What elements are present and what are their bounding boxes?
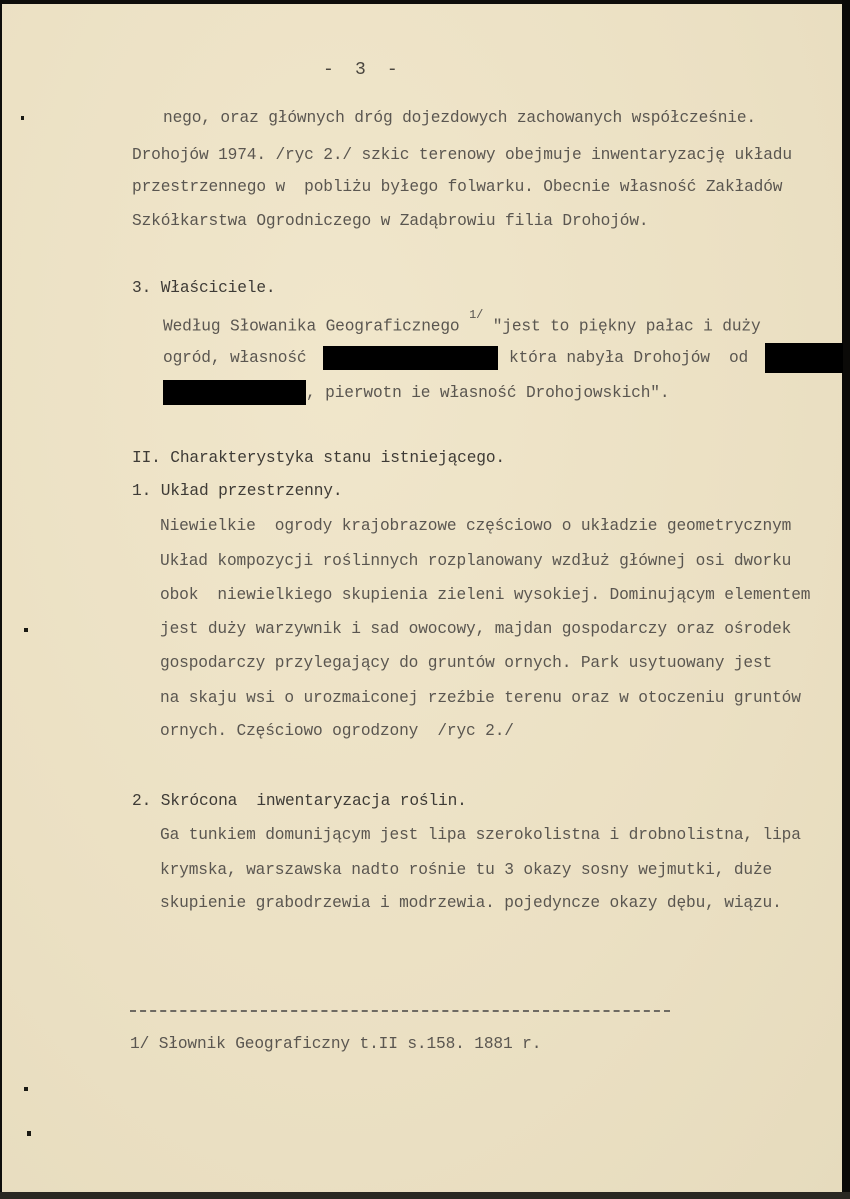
body-line: obok niewielkiego skupienia zieleni wysokiej. Dominującym elementem (160, 586, 811, 604)
body-line: Szkółkarstwa Ogrodniczego w Zadąbrowiu filia Drohojów. (132, 212, 649, 230)
body-line: jest duży warzywnik i sad owocowy, majdan gospodarczy oraz ośrodek (160, 620, 792, 638)
quote-text: "jest to piękny pałac i duży (483, 317, 761, 336)
redaction-box (765, 343, 843, 373)
redaction-box (323, 346, 498, 370)
body-line: Ga tunkiem domunijącym jest lipa szerokolistna i drobnolistna, lipa (160, 826, 801, 844)
body-line: , pierwotn ie własność Drohojowskich". (306, 384, 670, 402)
line-text: Według Słowanika Geograficznego (163, 317, 470, 336)
scan-edge-bottom (0, 1192, 850, 1199)
body-line: gospodarczy przylegający do gruntów ornych. Park usytuowany jest (160, 654, 773, 672)
punch-mark (24, 628, 28, 632)
punch-mark (27, 1131, 31, 1136)
body-line: przestrzennego w pobliżu byłego folwarku. Obecnie własność Zakładów (132, 178, 783, 196)
section-heading: II. Charakterystyka stanu istniejącego. (132, 449, 505, 467)
scan-edge-right (842, 0, 850, 1199)
footnote-reference: 1/ (469, 308, 484, 322)
body-line (163, 308, 761, 336)
redaction-box (163, 380, 306, 405)
footnote-separator (130, 1010, 670, 1012)
punch-mark (24, 1087, 28, 1091)
body-line: Układ kompozycji roślinnych rozplanowany wzdłuż głównej osi dworku (160, 552, 792, 570)
body-line: skupienie grabodrzewia i modrzewia. pojedyncze okazy dębu, wiązu. (160, 894, 782, 912)
body-line: ogród, własność (163, 349, 307, 367)
footnote: 1/ Słownik Geograficzny t.II s.158. 1881 r. (130, 1035, 542, 1053)
body-line: która nabyła Drohojów od (509, 349, 749, 367)
body-line: Niewielkie ogrody krajobrazowe częściowo o układzie geometrycznym (160, 517, 792, 535)
body-line: na skaju wsi o urozmaiconej rzeźbie terenu oraz w otoczeniu gruntów (160, 689, 801, 707)
section-heading: 3. Właściciele. (132, 279, 276, 297)
body-line: krymska, warszawska nadto rośnie tu 3 okazy sosny wejmutki, duże (160, 861, 773, 879)
body-line: nego, oraz głównych dróg dojezdowych zachowanych współcześnie. (163, 109, 756, 127)
subsection-heading: 2. Skrócona inwentaryzacja roślin. (132, 792, 467, 810)
page-number: - 3 - (323, 60, 398, 80)
subsection-heading: 1. Układ przestrzenny. (132, 482, 343, 500)
body-line: Drohojów 1974. /ryc 2./ szkic terenowy obejmuje inwentaryzację układu (132, 146, 792, 164)
body-line: ornych. Częściowo ogrodzony /ryc 2./ (160, 722, 514, 740)
punch-mark (21, 116, 24, 120)
